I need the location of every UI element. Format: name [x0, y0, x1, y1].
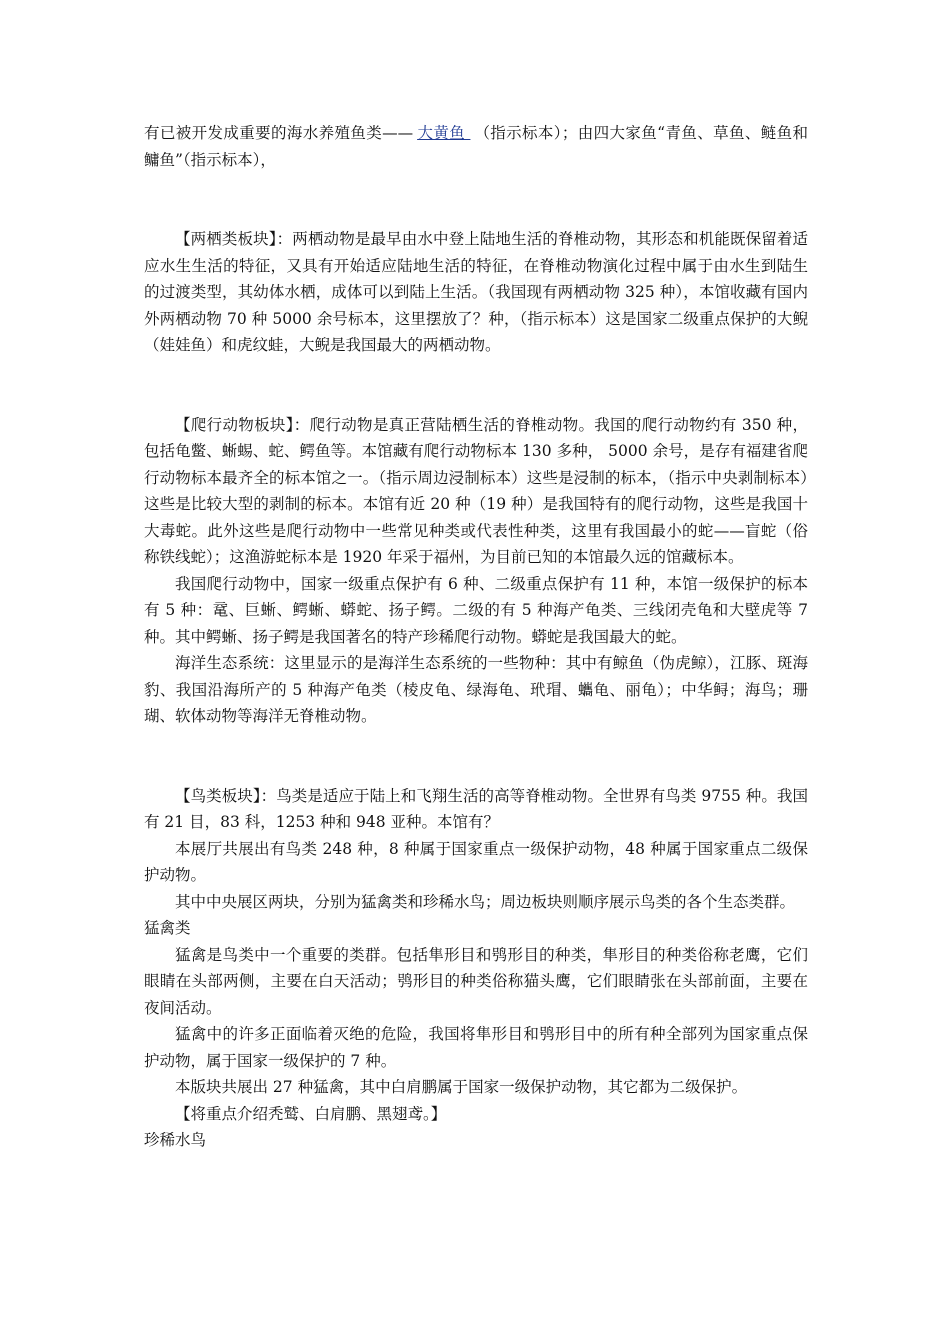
- waterbird-heading: 珍稀水鸟: [144, 1131, 207, 1149]
- yellow-croaker-link[interactable]: 大黄鱼: [417, 124, 471, 142]
- reptile-protection-paragraph: 我国爬行动物中，国家一级重点保护有 6 种、二级重点保护有 11 种，本馆一级保护的标本有 5 种：鼋、巨蜥、鳄蜥、蟒蛇、扬子鳄。二级的有 5 种海产龟类、三线闭壳龟和大壁虎等 7 种。其中鳄蜥、扬子鳄是我国著名的特产珍稀爬行动物。蟒蛇是我国最大的蛇。: [144, 574, 808, 646]
- raptor-heading: 猛禽类: [144, 919, 191, 937]
- spacer: [144, 756, 808, 783]
- document-body: [144, 120, 808, 1154]
- bird-paragraph: 【鸟类板块】：鸟类是适应于陆上和飞翔生活的高等脊椎动物。全世界有鸟类 9755 种。我国有 21 目，83 科，1253 种和 948 亚种。本馆有？: [144, 786, 808, 831]
- raptor-intro-paragraph: 猛禽是鸟类中一个重要的类群。包括隼形目和鸮形目的种类，隼形目的种类俗称老鹰，它们眼睛在头部两侧，主要在白天活动；鸮形目的种类俗称猫头鹰，它们眼睛张在头部前面，主要在夜间活动。: [144, 945, 808, 1017]
- fish-text-b: （指示标本）；由四大家鱼“青鱼、草鱼、鲢鱼和鳙鱼”（指示标本），: [144, 124, 808, 169]
- amphibian-paragraph: 【两栖类板块】：两栖动物是最早由水中登上陆地生活的脊椎动物，其形态和机能既保留着适应水生生活的特征，又具有开始适应陆地生活的特征，在脊椎动物演化过程中属于由水生到陆生的过渡类型，其幼体水栖，成体可以到陆上生活。（我国现有两栖动物 325 种），本馆收藏有国内外两栖动物 70 种 5000 余号标本，这里摆放了？种，（指示标本）这是国家二级重点保护的大鲵（娃娃鱼）和虎纹蛙，大鲵是我国最大的两栖动物。: [144, 230, 808, 354]
- spacer: [144, 730, 808, 757]
- bird-center-paragraph: 其中中央展区两块，分别为猛禽类和珍稀水鸟；周边板块则顺序展示鸟类的各个生态类群。: [175, 892, 796, 911]
- spacer: [144, 200, 808, 227]
- fish-section-tail: [144, 120, 808, 173]
- spacer: [144, 173, 808, 200]
- bird-hall-paragraph: 本展厅共展出有鸟类 248 种，8 种属于国家重点一级保护动物，48 种属于国家重点二级保护动物。: [144, 839, 808, 884]
- spacer: [144, 385, 808, 412]
- reptile-paragraph: 【爬行动物板块】：爬行动物是真正营陆栖生活的脊椎动物。我国的爬行动物约有 350 种，包括龟鳖、蜥蜴、蛇、鳄鱼等。本馆藏有爬行动物标本 130 多种， 5000 余号，是存有福建省爬行动物标本最齐全的标本馆之一。（指示周边浸制标本）这些是浸制的标本，（指示中央剥制标本）这些是比较大型的剥制的标本。本馆有近 20 种（19 种）是我国特有的爬行动物，这些是我国十大毒蛇。此外这些是爬行动物中一些常见种类或代表性种类，这里有我国最小的蛇——盲蛇（俗称铁线蛇）；这渔游蛇标本是 1920 年采于福州，为目前已知的本馆最久远的馆藏标本。: [144, 415, 808, 566]
- marine-ecosystem-paragraph: 海洋生态系统：这里显示的是海洋生态系统的一些物种：其中有鲸鱼（伪虎鲸），江豚、斑海豹、我国沿海所产的 5 种海产龟类（棱皮龟、绿海龟、玳瑁、蠵龟、丽龟）；中华鲟；海鸟；珊瑚、软体动物等海洋无脊椎动物。: [144, 654, 808, 725]
- spacer: [144, 359, 808, 386]
- raptor-danger-paragraph: 猛禽中的许多正面临着灭绝的危险，我国将隼形目和鸮形目中的所有种全部列为国家重点保护动物，属于国家一级保护的 7 种。: [144, 1025, 808, 1070]
- raptor-show-paragraph: 本版块共展出 27 种猛禽，其中白肩鹏属于国家一级保护动物，其它都为二级保护。: [175, 1078, 748, 1096]
- fish-text-a: 有已被开发成重要的海水养殖鱼类——: [144, 124, 414, 142]
- raptor-note-paragraph: 【将重点介绍秃鹫、白肩鹏、黑翅鸢。】: [175, 1104, 447, 1123]
